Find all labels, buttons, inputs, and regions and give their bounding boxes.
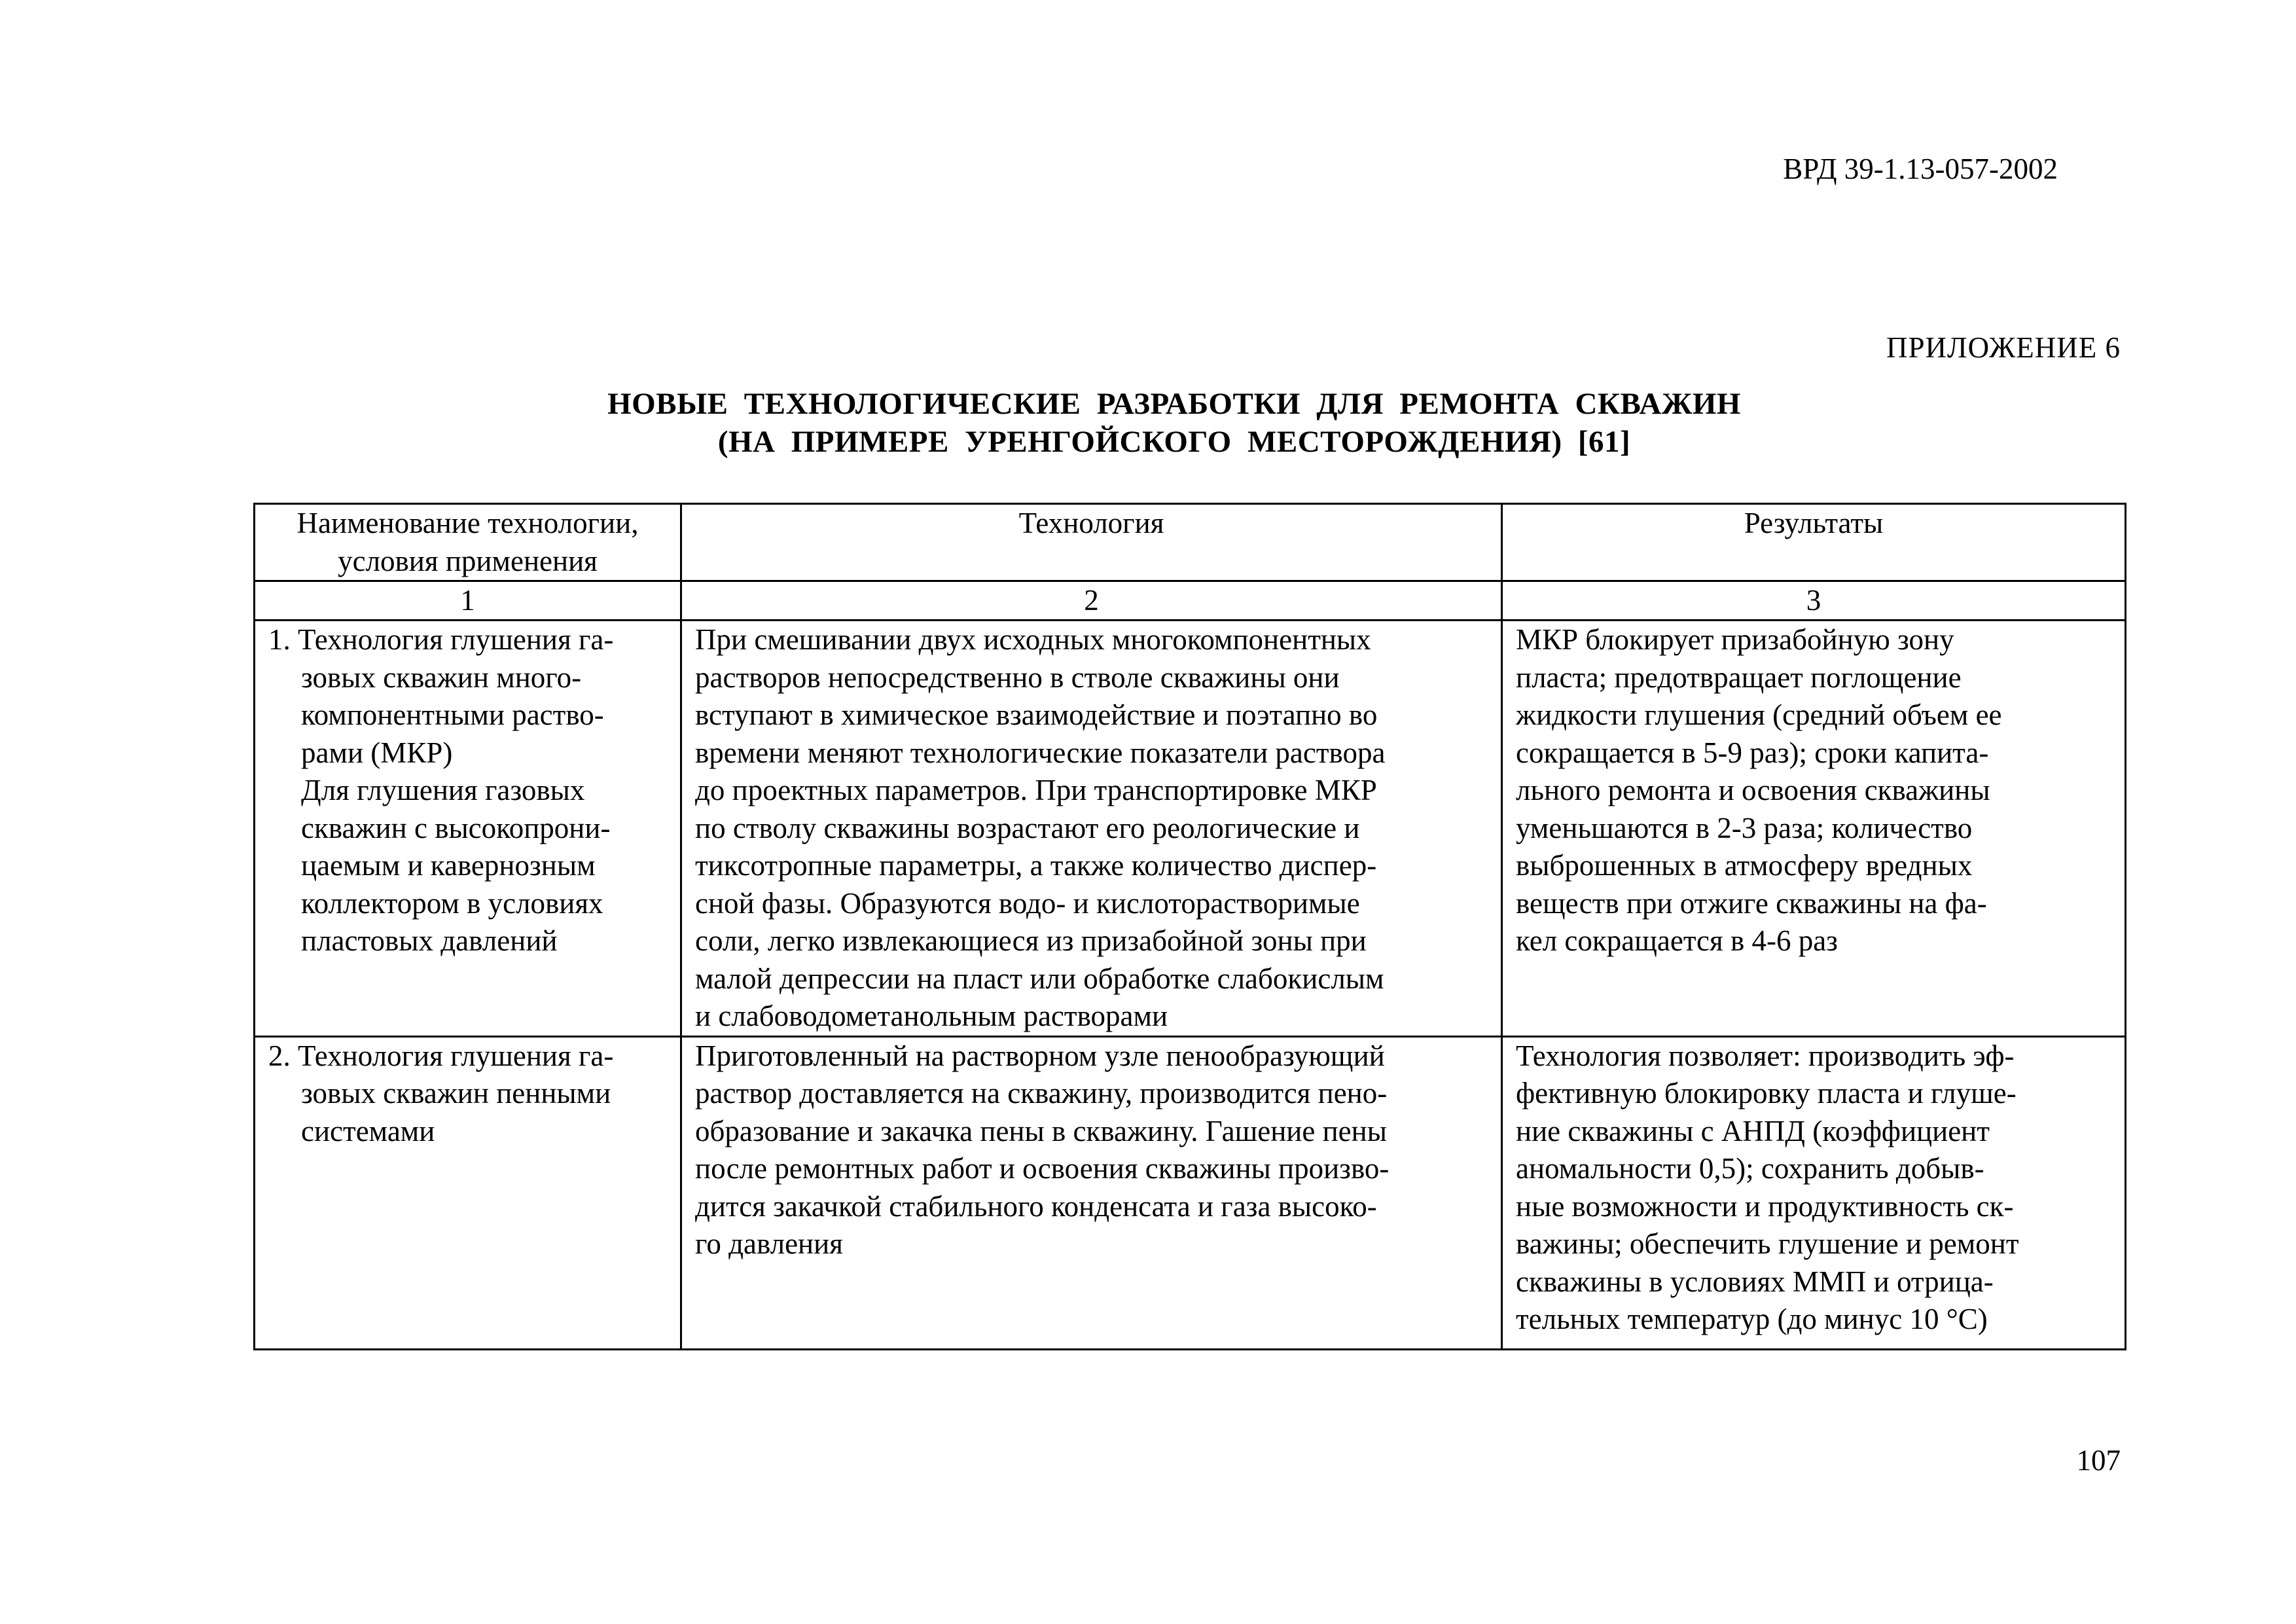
column-number-1: 1 (255, 581, 681, 621)
page-number: 107 (2076, 1444, 2121, 1477)
text-line: компонентными раство- (301, 698, 604, 731)
technology-name (268, 621, 667, 772)
text-line: скважины в условиях ММП и отрица- (1516, 1265, 1994, 1298)
text-line: уменьшаются в 2-3 раза; количество (1516, 811, 1973, 844)
text-line: ные возможности и продуктивность ск- (1516, 1189, 2014, 1223)
text-line: по стволу скважины возрастают его реологические и (695, 811, 1360, 844)
text-line: и слабоводометанольным растворами (695, 1000, 1168, 1032)
text-line: растворов непосредственно в стволе скважины они (695, 660, 1340, 694)
text-line: сокращается в 5-9 раз); сроки капита- (1516, 736, 1989, 769)
table-row (255, 1036, 2126, 1349)
text-line: Приготовленный на растворном узле пенообразующий (695, 1039, 1385, 1072)
text-line: цаемым и кавернозным (301, 849, 596, 882)
technology-description (695, 1038, 1488, 1263)
text-line: жидкости глушения (средний объем ее (1516, 698, 2002, 731)
text-line: тиксотропные параметры, а также количество диспер- (695, 849, 1377, 882)
text-line: малой депрессии на пласт или обработке слабокислым (695, 962, 1384, 995)
text-line: МКР блокирует призабойную зону (1516, 623, 1954, 656)
text-line: 1. Технология глушения га- (268, 623, 614, 656)
header-name-line-1: Наименование технологии, (296, 507, 639, 539)
text-line: вступают в химическое взаимодействие и поэтапно во (695, 698, 1378, 731)
header-cell-technology (681, 504, 1502, 581)
text-line: коллектором в условиях (301, 886, 603, 920)
table-header-row (255, 504, 2126, 581)
technology-description (695, 621, 1488, 1036)
text-line: образование и закачка пены в скважину. Гашение пены (695, 1114, 1387, 1147)
column-number-row (255, 581, 2126, 621)
results-cell (1502, 621, 2126, 1037)
title-line-1: НОВЫЕ ТЕХНОЛОГИЧЕСКИЕ РАЗРАБОТКИ ДЛЯ РЕМОНТА СКВАЖИН (607, 387, 1741, 421)
text-line: важины; обеспечить глушение и ремонт (1516, 1227, 2019, 1260)
technology-description-cell (681, 621, 1502, 1037)
text-line: фективную блокировку пласта и глуше- (1516, 1077, 2017, 1110)
text-line: системами (301, 1114, 435, 1147)
header-cell-results (1502, 504, 2126, 581)
technology-name-cell (255, 621, 681, 1037)
document-code: ВРД 39-1.13-057-2002 (1783, 153, 2058, 185)
text-line: выброшенных в атмосферу вредных (1516, 849, 1973, 882)
page-title (0, 385, 2296, 461)
text-line: Для глушения газовых (301, 774, 585, 806)
table-row (255, 621, 2126, 1037)
text-line: дится закачкой стабильного конденсата и газа высоко- (695, 1189, 1377, 1223)
text-line: после ремонтных работ и освоения скважины произво- (695, 1152, 1390, 1185)
text-line: соли, легко извлекающиеся из призабойной зоны при (695, 924, 1367, 957)
column-number-3: 3 (1502, 581, 2126, 621)
text-line: рами (МКР) (301, 736, 453, 769)
header-results-label: Результаты (1744, 507, 1884, 539)
text-line: Технология позволяет: производить эф- (1516, 1039, 2015, 1072)
text-line: раствор доставляется на скважину, производится пено- (695, 1077, 1388, 1110)
text-line: веществ при отжиге скважины на фа- (1516, 886, 1987, 920)
text-line: скважин с высокопрони- (301, 811, 611, 844)
text-line: до проектных параметров. При транспортировке МКР (695, 774, 1377, 806)
header-technology-label: Технология (1018, 507, 1164, 539)
text-line: го давления (695, 1227, 843, 1260)
text-line: зовых скважин много- (301, 660, 582, 694)
results-description (1516, 621, 2111, 960)
results-description (1516, 1038, 2111, 1339)
header-name-line-2: условия применения (338, 544, 598, 577)
text-line: пласта; предотвращает поглощение (1516, 660, 1962, 694)
title-line-2: (НА ПРИМЕРЕ УРЕНГОЙСКОГО МЕСТОРОЖДЕНИЯ) [61] (717, 425, 1631, 459)
text-line: кел сокращается в 4-6 раз (1516, 924, 1838, 957)
text-line: аномальности 0,5); сохранить добыв- (1516, 1152, 1984, 1185)
text-line: сной фазы. Образуются водо- и кислоторастворимые (695, 886, 1360, 920)
technology-description-cell (681, 1036, 1502, 1349)
text-line: льного ремонта и освоения скважины (1516, 774, 1990, 806)
text-line: ние скважины с АНПД (коэффициент (1516, 1114, 1990, 1147)
application-conditions (268, 772, 667, 960)
technology-name-cell (255, 1036, 681, 1349)
appendix-label: ПРИЛОЖЕНИЕ 6 (1886, 331, 2121, 364)
text-line: тельных температур (до минус 10 °С) (1516, 1303, 1988, 1335)
text-line: 2. Технология глушения га- (268, 1039, 614, 1072)
technology-name (268, 1038, 667, 1151)
results-cell (1502, 1036, 2126, 1349)
text-line: зовых скважин пенными (301, 1077, 611, 1110)
technology-table (253, 503, 2126, 1350)
header-cell-name (255, 504, 681, 581)
text-line: При смешивании двух исходных многокомпонентных (695, 623, 1371, 656)
text-line: времени меняют технологические показатели раствора (695, 736, 1386, 769)
text-line: пластовых давлений (301, 924, 558, 957)
column-number-2: 2 (681, 581, 1502, 621)
